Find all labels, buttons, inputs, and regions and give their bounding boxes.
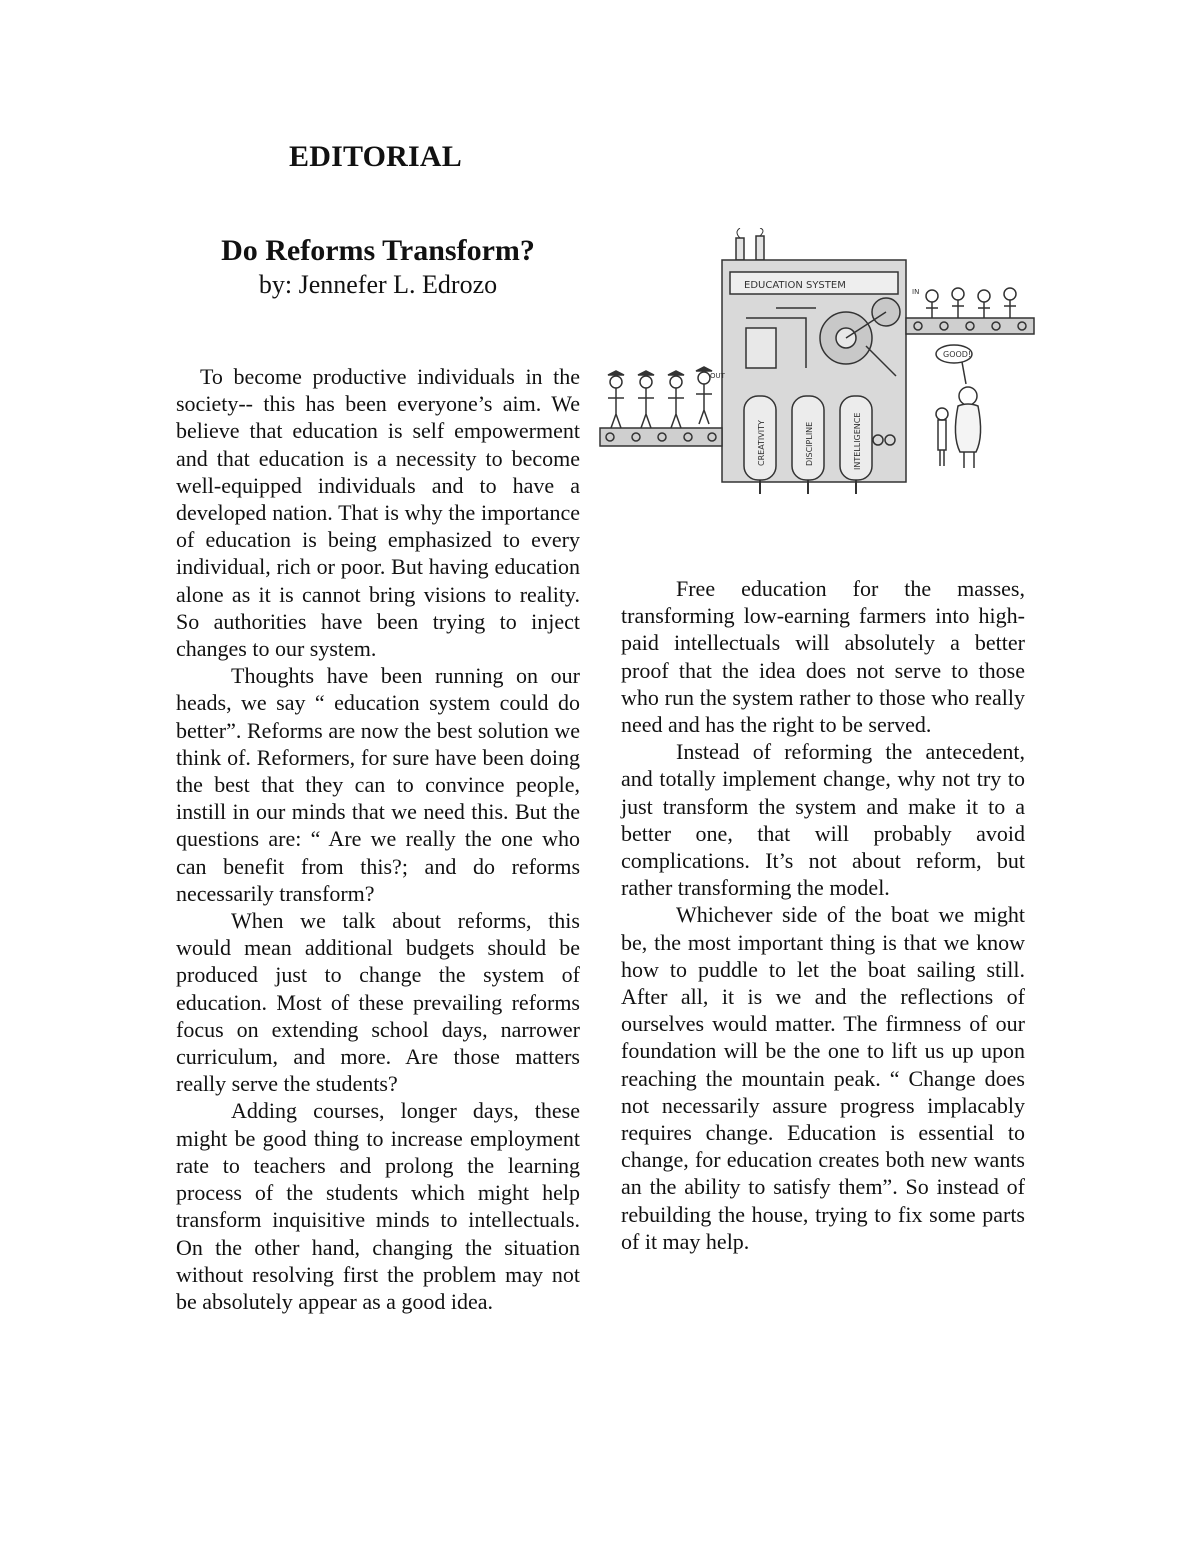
- paragraph: Free education for the masses, transforming low-earning farmers into high-paid intellectuals will absolutely a better proof that the idea does not serve to those who run the system rather to those who really need and has the right to be served.: [621, 576, 1025, 738]
- student-figures: [926, 288, 1016, 318]
- machine-label: EDUCATION SYSTEM: [744, 280, 846, 291]
- in-label: IN: [912, 288, 920, 296]
- paragraph: Thoughts have been running on our heads, we say “ education system could do better”. Reforms are now the best solution we think of. Reformers, for sure have been doing the best that they can to convince people, instill in our minds that we need this. But the questions are: “ Are we really the one who can benefit from this?; and do reforms necessarily transform?: [176, 663, 580, 906]
- intelligence-label: INTELLIGENCE: [853, 412, 862, 470]
- graduate-figures: [608, 367, 712, 428]
- left-column: [176, 363, 580, 1315]
- creativity-label: CREATIVITY: [757, 420, 766, 466]
- right-column: [621, 575, 1025, 1255]
- out-label: OUT: [710, 372, 725, 380]
- right-conveyor: [906, 318, 1034, 334]
- paragraph: Adding courses, longer days, these might be good thing to increase employment rate to teachers and prolong the learning process of the students which might help transform inquisitive minds to intellectuals. On the other hand, changing the situation without resolving first the problem may not be absolutely appear as a good idea.: [176, 1098, 580, 1314]
- section-label: EDITORIAL: [289, 140, 462, 173]
- paragraph: Whichever side of the boat we might be, the most important thing is that we know how to puddle to let the boat sailing still. After all, it is we and the reflections of ourselves would matter. The firmness of our foundation will be the one to lift us up upon reaching the mountain peak. “ Change does not necessarily assure progress implacably requires change. Education is essential to change, for education creates both new wants an the ability to satisfy them”. So instead of rebuilding the house, trying to fix some parts of it may help.: [621, 902, 1025, 1254]
- discipline-label: DISCIPLINE: [805, 421, 814, 466]
- onlooker-figures: [936, 345, 981, 468]
- speech-text: GOOD!: [943, 350, 972, 359]
- left-conveyor: [600, 428, 722, 446]
- paragraph: To become productive individuals in the society-- this has been everyone’s aim. We believe that education is self empowerment and that education is a necessity to become well-equipped individuals and to have a developed nation. That is why the importance of education is being emphasized to every individual, rich or poor. But having education alone as it is cannot bring visions to reality. So authorities have been trying to inject changes to our system.: [176, 364, 580, 662]
- paragraph: Instead of reforming the antecedent, and totally implement change, why not try to just transform the system and make it to a better one, that will probably avoid complications. It’s not about reform, but rather transforming the model.: [621, 739, 1025, 901]
- article-title: Do Reforms Transform?: [221, 234, 535, 267]
- byline: by: Jennefer L. Edrozo: [258, 270, 498, 299]
- education-system-cartoon: [596, 228, 1036, 524]
- paragraph: When we talk about reforms, this would mean additional budgets should be produced just to change the system of education. Most of these prevailing reforms focus on extending school days, narrower curriculum, and more. Are those matters really serve the students?: [176, 908, 580, 1097]
